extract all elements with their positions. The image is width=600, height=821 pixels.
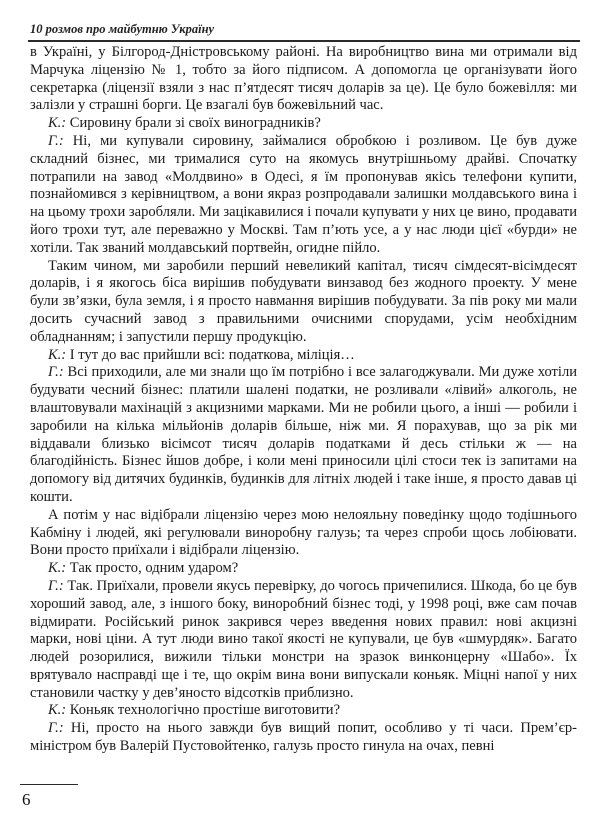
paragraph xyxy=(30,347,577,365)
speaker-label: Г.: xyxy=(48,132,64,149)
paragraph-text: Всі приходили, але ми знали що їм потрібно і все залагоджували. Ми дуже хотіли будувати чесний бізнес: платили шалені податки, не розливали «лівий» алкоголь, не влаштовували махінацій з акцизними марками. Ми не робили цього, а інші — робили і заробили на кілька мільйонів доларів більше, ніж ми. Я порахував, що за рік ми віддавали близько вісімсот тисяч доларів податками й десь стільки ж — на благодійність. Бізнес йшов добре, і коли мені приносили цілі стоси тек із запитами на допомогу від дитячих будинків, будинків для літніх людей і таке інше, я просто давав ці кошти. xyxy=(30,364,577,505)
speaker-label: К.: xyxy=(48,346,67,363)
book-title: 10 розмов про майбутню Україну xyxy=(30,22,215,36)
paragraph-text: Ні, просто на нього завжди був вищий попит, особливо у ті часи. Прем’єр-міністром був Валерій Пустовойтенко, галузь просто гинула на очах, певні xyxy=(30,720,577,755)
speaker-label: Г.: xyxy=(48,364,64,381)
paragraph xyxy=(30,578,577,703)
paragraph-text: Ні, ми купували сировину, займалися обробкою і розливом. Це був дуже складний бізнес, ми трималися суто на якомусь внутрішньому драйві. Спочатку потрапили на завод «Молдвино» в Одесі, я їм пропонував якісь телефони купити, познайомився з керівництвом, а вони якраз розпродавали залишки молдавського вина і на цьому трохи заробляли. Ми зацікавилися і почали купувати у них це вино, продавати його трохи тут, але переважно у Москві. Там п’ють усе, а у нас люди цієї «бурди» не хотіли. Так званий молдавський портвейн, огидне пійло. xyxy=(30,132,577,256)
speaker-label: К.: xyxy=(48,115,67,132)
paragraph-text: Так. Приїхали, провели якусь перевірку, до чогось причепилися. Шкода, бо це був хороший завод, але, з іншого боку, виноробний бізнес тоді, у 1998 році, вже сам почав відмирати. Російський ринок закрився через введення нових правил: нові акцизні марки, нові ціни. А тут люди вино такої якості не купували, це був «шмурдяк». Багато людей розорилися, вижили тільки монстри на зразок винконцерну «Шабо». Їх врятувало насправді ще і те, що окрім вина вони випускали коньяк. Міцні напої у них становили частку у дев’яносто відсотків приблизно. xyxy=(30,577,577,701)
paragraph-text: Таким чином, ми заробили перший невеликий капітал, тисяч сімдесят-вісімдесят доларів, і я якогось біса вирішив побудувати винзавод без жодного проекту. У мене були зв’язки, була земля, і я просто навмання вирішив побудувати. За пів року ми мали досить сучасний завод з правильними очисними спорудами, усім необхідним обладнанням; і запустили першу продукцію. xyxy=(30,257,577,345)
speaker-label: Г.: xyxy=(48,577,64,594)
header-rule xyxy=(28,40,580,42)
paragraph xyxy=(30,115,577,133)
paragraph xyxy=(30,560,577,578)
speaker-label: К.: xyxy=(48,702,67,719)
paragraph-text: І тут до вас прийшли всі: податкова, міліція… xyxy=(66,346,355,363)
paragraph-text: Так просто, одним ударом? xyxy=(66,560,239,577)
paragraph xyxy=(30,133,577,258)
running-header xyxy=(28,12,580,42)
paragraph xyxy=(30,364,577,506)
paragraph-text: А потім у нас відібрали ліцензію через мою нелояльну поведінку щодо тодішнього Кабміну і людей, які регулювали виноробну галузь; та через спроби щось лобіювати. Вони просто приїхали і відібрали ліцензію. xyxy=(30,506,577,559)
paragraph xyxy=(30,258,577,347)
paragraph-text: Коньяк технологічно простіше виготовити? xyxy=(66,702,341,719)
paragraph xyxy=(30,720,577,756)
paragraph xyxy=(30,44,577,115)
page-body xyxy=(30,44,577,756)
speaker-label: К.: xyxy=(48,560,67,577)
footer-rule xyxy=(20,784,78,785)
paragraph-text: Сировину брали зі своїх виноградників? xyxy=(66,115,321,132)
paragraph-text: в Україні, у Білгород-Дністровському районі. На виробництво вина ми отримали від Марчука ліцензію № 1, тобто за його підписом. А допомогла це організувати його секретарка (ліцензії взяли з нас п’ятдесят тисяч доларів за це). Це було божевілля: ми залізли у страшні борги. Це взагалі був божевільний час. xyxy=(30,44,577,114)
paragraph xyxy=(30,507,577,560)
page-number: 6 xyxy=(22,790,31,809)
paragraph xyxy=(30,702,577,720)
speaker-label: Г.: xyxy=(48,720,64,737)
